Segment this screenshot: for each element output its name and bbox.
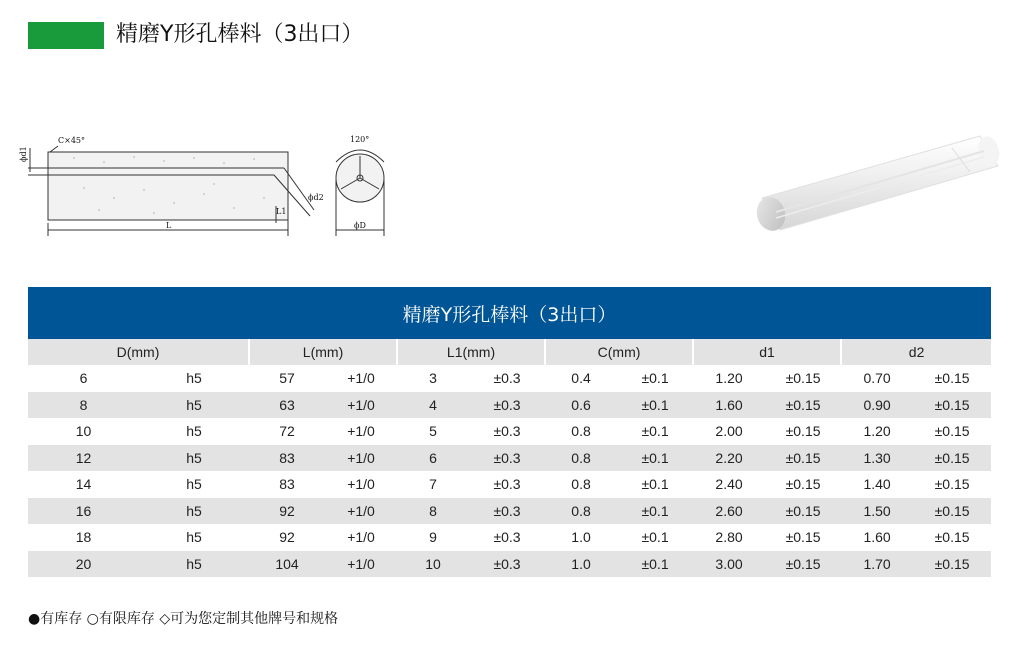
table-cell: 14 — [75, 476, 92, 493]
table-cell: h5 — [139, 445, 249, 472]
table-cell: 3 — [429, 370, 437, 387]
column-header-d: D(mm) — [28, 339, 249, 365]
table-cell: ±0.1 — [617, 392, 693, 419]
table-cell: ±0.15 — [785, 476, 821, 493]
table-cell: 1.60 — [693, 392, 765, 419]
diameter-label: ϕD — [354, 221, 366, 230]
table-cell: ±0.3 — [469, 445, 545, 472]
table-row — [28, 418, 991, 445]
table-row — [28, 392, 991, 419]
table-cell: 1.20 — [863, 423, 891, 440]
table-cell: 10 — [397, 551, 469, 578]
table-cell: ±0.15 — [765, 551, 841, 578]
table-cell: 0.8 — [545, 445, 617, 472]
table-cell: ±0.15 — [765, 445, 841, 472]
table-cell: 5 — [429, 423, 437, 440]
table-cell: 1.50 — [841, 498, 913, 525]
table-cell: ±0.15 — [785, 529, 821, 546]
column-header-c: C(mm) — [545, 339, 693, 365]
table-cell: 1.70 — [841, 551, 913, 578]
table-cell: 2.60 — [693, 498, 765, 525]
table-cell: +1/0 — [325, 445, 397, 472]
table-cell: 10 — [75, 423, 92, 440]
table-cell: +1/0 — [325, 392, 397, 419]
table-cell: ±0.3 — [469, 498, 545, 525]
table-cell: ±0.3 — [493, 370, 521, 387]
table-row — [28, 524, 991, 551]
product-rod-image — [740, 126, 1005, 244]
table-cell: +1/0 — [325, 551, 397, 578]
table-cell: 4 — [397, 392, 469, 419]
table-cell: 104 — [249, 551, 325, 578]
stock-legend: ●有库存 ○有限库存 ◇可为您定制其他牌号和规格 — [28, 611, 339, 627]
table-cell: h5 — [186, 476, 202, 493]
table-row — [28, 498, 991, 525]
column-header-l: L(mm) — [249, 339, 397, 365]
table-cell: 0.8 — [571, 476, 591, 493]
table-cell: h5 — [186, 370, 202, 387]
table-cell: 2.80 — [715, 529, 743, 546]
table-cell: 2.00 — [715, 423, 743, 440]
table-row — [28, 551, 991, 578]
table-cell: ±0.1 — [617, 551, 693, 578]
table-cell: 16 — [28, 498, 139, 525]
table-cell: ±0.3 — [469, 551, 545, 578]
table-cell: 0.8 — [571, 423, 591, 440]
table-cell: ±0.15 — [913, 498, 991, 525]
table-cell: ±0.15 — [934, 529, 970, 546]
table-cell: ±0.15 — [913, 551, 991, 578]
table-cell: ±0.1 — [641, 529, 669, 546]
table-cell: ±0.15 — [765, 392, 841, 419]
table-row — [28, 445, 991, 472]
table-cell: ±0.1 — [617, 498, 693, 525]
table-cell: ±0.3 — [493, 529, 521, 546]
table-cell: +1/0 — [347, 370, 375, 387]
length-label: L — [166, 221, 172, 230]
table-cell: ±0.15 — [934, 476, 970, 493]
table-cell: ±0.15 — [785, 370, 821, 387]
table-cell: 12 — [28, 445, 139, 472]
table-cell: ±0.15 — [785, 423, 821, 440]
table-cell: 6 — [397, 445, 469, 472]
table-cell: ±0.15 — [934, 423, 970, 440]
table-cell: 2.40 — [715, 476, 743, 493]
table-cell: 0.6 — [545, 392, 617, 419]
table-cell: h5 — [139, 392, 249, 419]
chamfer-label: C×45° — [58, 136, 86, 145]
table-cell: 1.30 — [841, 445, 913, 472]
table-cell: 9 — [429, 529, 437, 546]
table-cell: +1/0 — [347, 529, 375, 546]
table-cell: 8 — [28, 392, 139, 419]
table-cell: 1.0 — [545, 551, 617, 578]
table-cell: h5 — [139, 551, 249, 578]
table-cell: 20 — [28, 551, 139, 578]
table-cell: +1/0 — [325, 498, 397, 525]
table-cell: 18 — [75, 529, 92, 546]
spec-grid — [28, 339, 991, 577]
table-cell: 1.0 — [571, 529, 591, 546]
table-cell: ±0.1 — [641, 423, 669, 440]
table-cell: 8 — [397, 498, 469, 525]
table-cell: 83 — [279, 476, 295, 493]
column-header-l1: L1(mm) — [397, 339, 545, 365]
table-cell: 0.70 — [863, 370, 891, 387]
column-header-d2: d2 — [841, 339, 991, 365]
table-cell: 3.00 — [693, 551, 765, 578]
table-cell: h5 — [186, 529, 202, 546]
table-cell: 72 — [279, 423, 295, 440]
table-cell: +1/0 — [347, 423, 375, 440]
table-cell: 92 — [279, 529, 295, 546]
table-cell: 0.4 — [571, 370, 591, 387]
d1-label: ϕd1 — [19, 146, 28, 162]
table-cell: ±0.15 — [913, 445, 991, 472]
table-cell: ±0.3 — [493, 423, 521, 440]
table-cell: ±0.15 — [765, 498, 841, 525]
table-cell: ±0.1 — [641, 476, 669, 493]
table-cell: 7 — [429, 476, 437, 493]
table-cell: ±0.1 — [617, 445, 693, 472]
table-cell: 57 — [279, 370, 295, 387]
spec-table — [28, 287, 991, 577]
table-title: 精磨Y形孔棒料（3出口） — [28, 287, 991, 339]
table-cell: 83 — [249, 445, 325, 472]
table-cell: 6 — [79, 370, 88, 387]
l1-label: L1 — [276, 207, 287, 216]
table-cell: ±0.3 — [469, 392, 545, 419]
table-cell: ±0.1 — [641, 370, 669, 387]
table-cell: h5 — [186, 423, 202, 440]
table-cell: 92 — [249, 498, 325, 525]
table-cell: ±0.15 — [934, 370, 970, 387]
table-cell: 1.20 — [715, 370, 743, 387]
table-cell: ±0.3 — [493, 476, 521, 493]
technical-drawing — [14, 128, 394, 250]
table-cell: 63 — [249, 392, 325, 419]
table-cell: 0.90 — [841, 392, 913, 419]
d2-label: ϕd2 — [308, 193, 324, 202]
column-header-d1: d1 — [693, 339, 841, 365]
page-title: 精磨Y形孔棒料（3出口） — [116, 22, 364, 47]
title-accent-bar — [28, 22, 104, 49]
table-cell: 1.40 — [863, 476, 891, 493]
table-cell: 1.60 — [863, 529, 891, 546]
table-row — [28, 365, 991, 392]
table-cell: ±0.15 — [913, 392, 991, 419]
table-cell: +1/0 — [347, 476, 375, 493]
table-row — [28, 471, 991, 498]
angle-label: 120° — [350, 135, 370, 144]
table-cell: 2.20 — [693, 445, 765, 472]
table-cell: 0.8 — [545, 498, 617, 525]
table-cell: h5 — [139, 498, 249, 525]
